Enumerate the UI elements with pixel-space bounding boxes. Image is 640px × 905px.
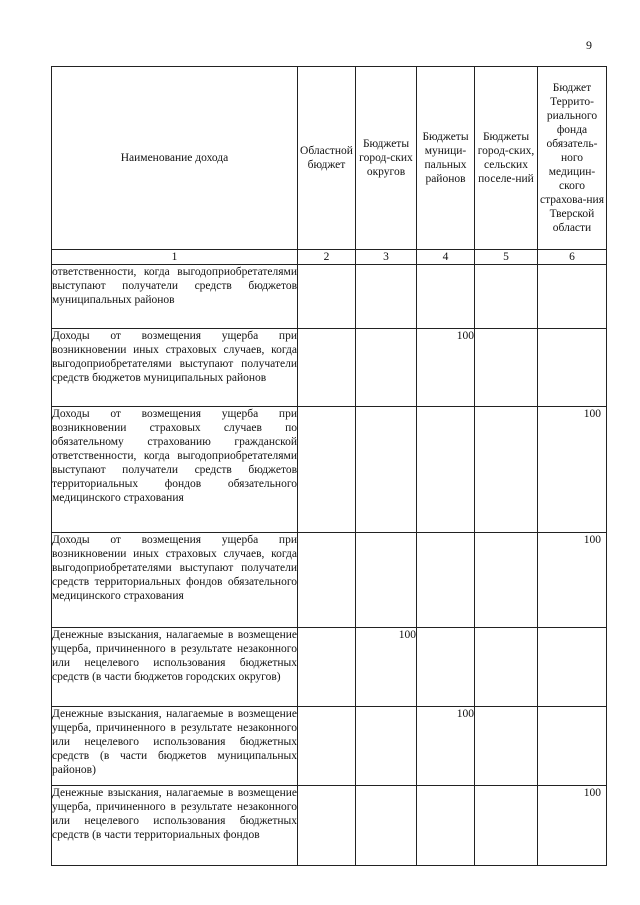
share-medical-fund xyxy=(538,628,607,707)
column-number-row xyxy=(52,250,607,265)
share-medical-fund xyxy=(538,707,607,786)
table-row xyxy=(52,628,607,707)
header-municipal-districts: Бюджеты муници-пальных районов xyxy=(417,67,475,250)
share-regional xyxy=(298,533,356,628)
revenue-distribution-table xyxy=(51,66,607,866)
share-settlements xyxy=(475,533,538,628)
share-settlements xyxy=(475,329,538,407)
header-medical-insurance-fund: Бюджет Террито-риального фонда обязатель-ного медицин-ского страхова-ния Тверской области xyxy=(538,67,607,250)
header-regional-budget: Областной бюджет xyxy=(298,67,356,250)
page-number: 9 xyxy=(586,38,592,52)
column-number: 6 xyxy=(538,250,607,265)
share-city-districts: 100 xyxy=(356,628,417,707)
share-municipal-districts xyxy=(417,628,475,707)
revenue-name: Денежные взыскания, налагаемые в возмещение ущерба, причиненного в результате незаконного или нецелевого использования бюджетных средств (в части бюджетов муниципальных районов) xyxy=(52,707,298,786)
share-city-districts xyxy=(356,407,417,533)
header-settlements: Бюджеты город-ских, сельских поселе-ний xyxy=(475,67,538,250)
share-municipal-districts: 100 xyxy=(417,707,475,786)
column-number: 2 xyxy=(298,250,356,265)
share-settlements xyxy=(475,707,538,786)
share-regional xyxy=(298,786,356,866)
column-number: 3 xyxy=(356,250,417,265)
table-row xyxy=(52,407,607,533)
share-settlements xyxy=(475,628,538,707)
table-row xyxy=(52,265,607,329)
revenue-name: Доходы от возмещения ущерба при возникновении иных страховых случаев, когда выгодоприобретателями выступают получатели средств бюджетов муниципальных районов xyxy=(52,329,298,407)
column-number: 5 xyxy=(475,250,538,265)
revenue-name: Доходы от возмещения ущерба при возникновении иных страховых случаев, когда выгодоприобретателями выступают получатели средств территориальных фондов обязательного медицинского страхования xyxy=(52,533,298,628)
column-number: 4 xyxy=(417,250,475,265)
share-city-districts xyxy=(356,707,417,786)
revenue-name: Денежные взыскания, налагаемые в возмещение ущерба, причиненного в результате незаконного или нецелевого использования бюджетных средств (в части бюджетов городских округов) xyxy=(52,628,298,707)
share-city-districts xyxy=(356,329,417,407)
share-municipal-districts xyxy=(417,407,475,533)
share-municipal-districts xyxy=(417,265,475,329)
share-medical-fund xyxy=(538,265,607,329)
share-regional xyxy=(298,407,356,533)
table-row xyxy=(52,707,607,786)
table-header-row xyxy=(52,67,607,250)
share-settlements xyxy=(475,407,538,533)
share-municipal-districts xyxy=(417,786,475,866)
share-city-districts xyxy=(356,786,417,866)
share-city-districts xyxy=(356,533,417,628)
revenue-name: Денежные взыскания, налагаемые в возмещение ущерба, причиненного в результате незаконного или нецелевого использования бюджетных средств (в части территориальных фондов xyxy=(52,786,298,866)
header-revenue-name: Наименование дохода xyxy=(52,67,298,250)
table-row xyxy=(52,786,607,866)
revenue-name: Доходы от возмещения ущерба при возникновении страховых случаев по обязательному страхованию гражданской ответственности, когда выгодоприобретателями выступают получатели средств бюджетов территориальных фондов обязательного медицинского страхования xyxy=(52,407,298,533)
share-municipal-districts: 100 xyxy=(417,329,475,407)
share-medical-fund xyxy=(538,329,607,407)
share-settlements xyxy=(475,265,538,329)
share-settlements xyxy=(475,786,538,866)
share-medical-fund: 100 xyxy=(538,533,607,628)
table-row xyxy=(52,533,607,628)
share-municipal-districts xyxy=(417,533,475,628)
header-city-districts: Бюджеты город-ских округов xyxy=(356,67,417,250)
revenue-name: ответственности, когда выгодоприобретателями выступают получатели средств бюджетов муниципальных районов xyxy=(52,265,298,329)
share-medical-fund: 100 xyxy=(538,407,607,533)
share-city-districts xyxy=(356,265,417,329)
share-regional xyxy=(298,707,356,786)
share-medical-fund: 100 xyxy=(538,786,607,866)
column-number: 1 xyxy=(52,250,298,265)
share-regional xyxy=(298,265,356,329)
table-row xyxy=(52,329,607,407)
share-regional xyxy=(298,628,356,707)
share-regional xyxy=(298,329,356,407)
